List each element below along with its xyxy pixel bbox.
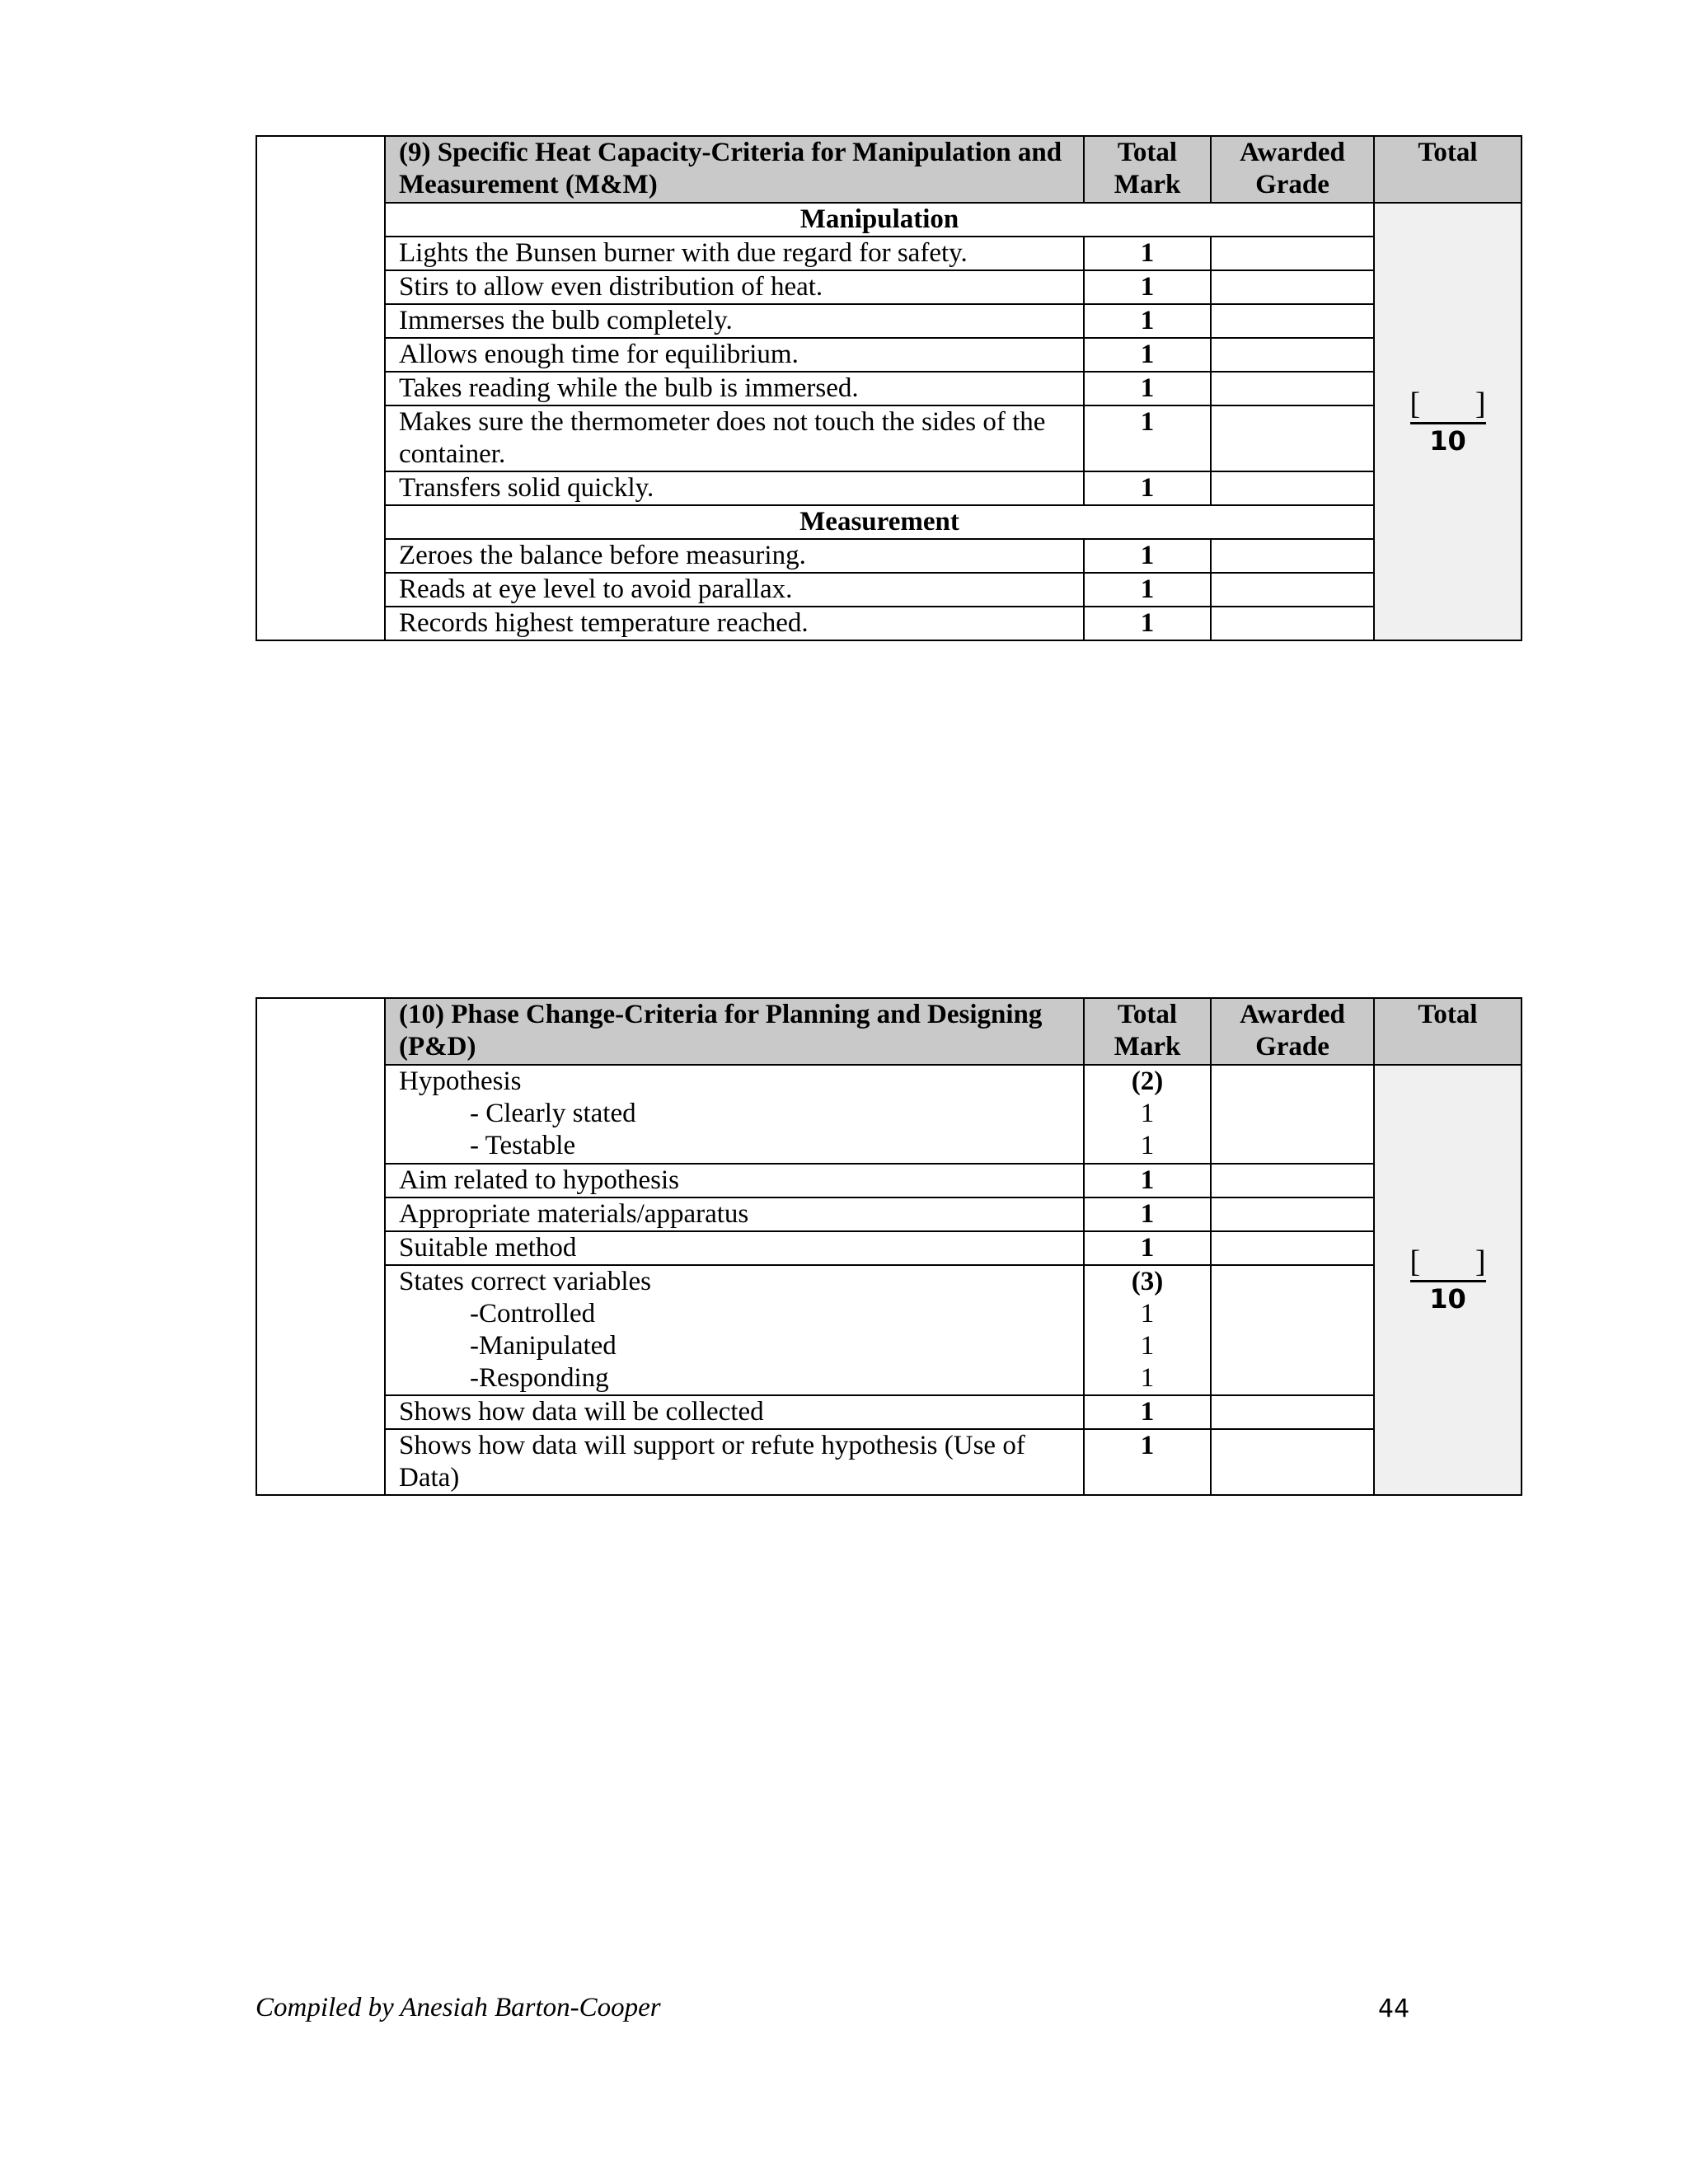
awarded-grade-input[interactable] (1211, 1395, 1374, 1429)
bracket-close: ] (1475, 386, 1486, 421)
awarded-grade-input[interactable] (1211, 304, 1374, 338)
criterion-text: Immerses the bulb completely. (385, 304, 1084, 338)
awarded-grade-input[interactable] (1211, 405, 1374, 471)
score-fraction (1410, 386, 1486, 457)
criterion-mark-group (1084, 1265, 1211, 1395)
criterion-variables (385, 1265, 1084, 1395)
sub-criterion-mark: 1 (1140, 1131, 1155, 1160)
criterion-mark: 1 (1084, 1395, 1211, 1429)
footer-compiled-by: Compiled by Anesiah Barton-Cooper (256, 1993, 661, 2022)
section-heading-manipulation: Manipulation (385, 203, 1374, 237)
criterion-text: Aim related to hypothesis (385, 1164, 1084, 1197)
criterion-text: Records highest temperature reached. (385, 607, 1084, 640)
total-score-cell (1374, 1065, 1522, 1495)
blank-margin-column (256, 998, 385, 1495)
awarded-grade-input[interactable] (1211, 607, 1374, 640)
header-total-mark: Total Mark (1084, 998, 1211, 1065)
sub-criterion-mark: 1 (1140, 1363, 1155, 1393)
criterion-text: Makes sure the thermometer does not touch the sides of the container. (385, 405, 1084, 471)
criterion-mark: 1 (1084, 1231, 1211, 1265)
awarded-grade-input[interactable] (1211, 471, 1374, 505)
criterion-mark: (2) (1131, 1066, 1164, 1096)
header-total: Total (1374, 136, 1522, 203)
awarded-grade-input[interactable] (1211, 1065, 1374, 1164)
criterion-mark: 1 (1084, 304, 1211, 338)
awarded-grade-input[interactable] (1211, 1164, 1374, 1197)
criterion-mark: 1 (1084, 405, 1211, 471)
criterion-mark-group (1084, 1065, 1211, 1164)
awarded-grade-input[interactable] (1211, 539, 1374, 573)
header-awarded-grade: Awarded Grade (1211, 136, 1374, 203)
criterion-mark: 1 (1084, 1429, 1211, 1495)
criterion-text: Lights the Bunsen burner with due regard for safety. (385, 237, 1084, 270)
awarded-grade-input[interactable] (1211, 270, 1374, 304)
bracket-open: [ (1409, 386, 1421, 421)
sub-criterion-mark: 1 (1140, 1331, 1155, 1361)
awarded-grade-input[interactable] (1211, 338, 1374, 372)
table-title: (9) Specific Heat Capacity-Criteria for Manipulation and Measurement (M&M) (385, 136, 1084, 203)
criterion-text: Reads at eye level to avoid parallax. (385, 573, 1084, 607)
rubric-table-phase-change (256, 997, 1522, 1496)
awarded-grade-input[interactable] (1211, 1265, 1374, 1395)
blank-margin-column (256, 136, 385, 640)
awarded-grade-input[interactable] (1211, 573, 1374, 607)
total-score-cell (1374, 203, 1522, 640)
bracket-open: [ (1409, 1244, 1421, 1279)
criterion-mark: 1 (1084, 573, 1211, 607)
criterion-text: Hypothesis (399, 1066, 522, 1096)
criterion-mark: 1 (1084, 372, 1211, 405)
criterion-text: Takes reading while the bulb is immersed. (385, 372, 1084, 405)
criterion-mark: 1 (1084, 270, 1211, 304)
score-fraction (1410, 1244, 1486, 1315)
criterion-text: Appropriate materials/apparatus (385, 1197, 1084, 1231)
criterion-mark: 1 (1084, 471, 1211, 505)
criterion-mark: 1 (1084, 1164, 1211, 1197)
bracket-close: ] (1475, 1244, 1486, 1279)
section-heading-measurement: Measurement (385, 505, 1374, 539)
criterion-mark: 1 (1084, 338, 1211, 372)
criterion-text: Zeroes the balance before measuring. (385, 539, 1084, 573)
score-denominator: 10 (1429, 1283, 1466, 1315)
criterion-mark: 1 (1084, 607, 1211, 640)
rubric-table-specific-heat (256, 135, 1522, 641)
criterion-mark: (3) (1131, 1267, 1164, 1296)
header-awarded-grade: Awarded Grade (1211, 998, 1374, 1065)
table-title: (10) Phase Change-Criteria for Planning and Designing (P&D) (385, 998, 1084, 1065)
criterion-text: Allows enough time for equilibrium. (385, 338, 1084, 372)
criterion-mark: 1 (1084, 539, 1211, 573)
sub-criterion-text: - Clearly stated (470, 1099, 636, 1128)
criterion-text: Shows how data will be collected (385, 1395, 1084, 1429)
score-denominator: 10 (1429, 424, 1466, 457)
awarded-grade-input[interactable] (1211, 1429, 1374, 1495)
sub-criterion-text: -Controlled (470, 1299, 596, 1329)
awarded-grade-input[interactable] (1211, 1197, 1374, 1231)
header-total: Total (1374, 998, 1522, 1065)
page-number: 44 (1378, 1994, 1410, 2023)
criterion-text: Shows how data will support or refute hypothesis (Use of Data) (385, 1429, 1084, 1495)
awarded-grade-input[interactable] (1211, 1231, 1374, 1265)
sub-criterion-text: - Testable (470, 1131, 576, 1160)
criterion-text: Suitable method (385, 1231, 1084, 1265)
header-total-mark: Total Mark (1084, 136, 1211, 203)
sub-criterion-text: -Responding (470, 1363, 609, 1393)
sub-criterion-text: -Manipulated (470, 1331, 617, 1361)
sub-criterion-mark: 1 (1140, 1299, 1155, 1329)
awarded-grade-input[interactable] (1211, 237, 1374, 270)
criterion-text: States correct variables (399, 1267, 652, 1296)
awarded-grade-input[interactable] (1211, 372, 1374, 405)
sub-criterion-mark: 1 (1140, 1099, 1155, 1128)
criterion-hypothesis (385, 1065, 1084, 1164)
criterion-text: Transfers solid quickly. (385, 471, 1084, 505)
criterion-mark: 1 (1084, 1197, 1211, 1231)
criterion-mark: 1 (1084, 237, 1211, 270)
criterion-text: Stirs to allow even distribution of heat. (385, 270, 1084, 304)
